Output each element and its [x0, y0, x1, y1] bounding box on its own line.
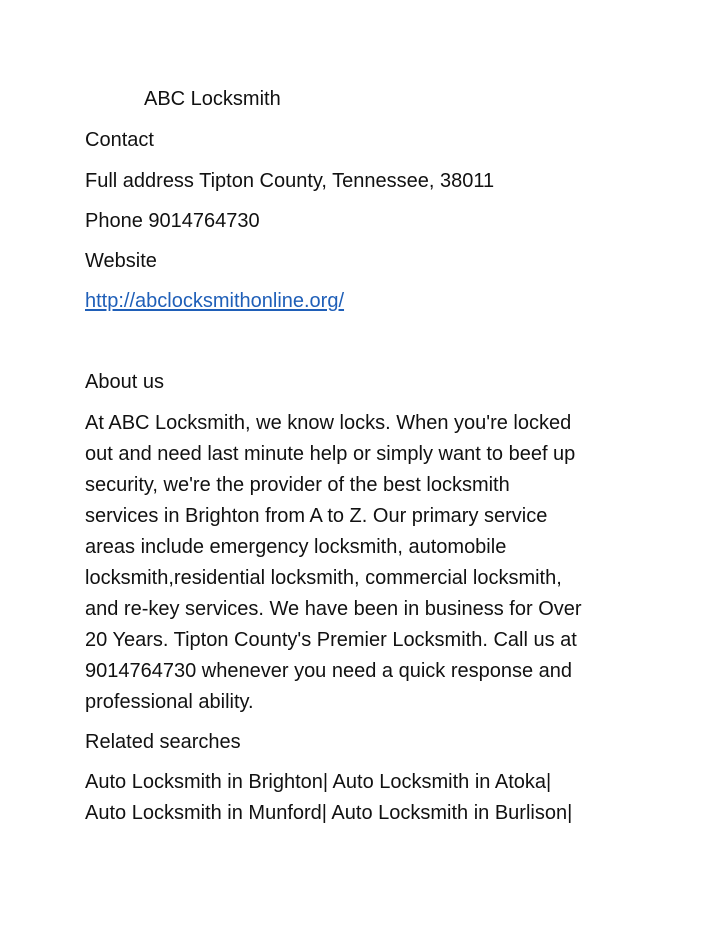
- website-link[interactable]: http://abclocksmithonline.org/: [85, 290, 345, 312]
- about-line: services in Brighton from A to Z. Our primary service: [85, 505, 548, 527]
- contact-heading: Contact: [85, 129, 154, 151]
- website-label: Website: [85, 250, 157, 272]
- about-line: security, we're the provider of the best locksmith: [85, 474, 510, 496]
- about-line: At ABC Locksmith, we know locks. When you're locked: [85, 412, 572, 434]
- business-title: ABC Locksmith: [144, 88, 281, 110]
- about-line: areas include emergency locksmith, automobile: [85, 536, 507, 558]
- about-line: professional ability.: [85, 691, 254, 713]
- about-line: 9014764730 whenever you need a quick response and: [85, 660, 573, 682]
- related-searches-line: Auto Locksmith in Brighton| Auto Locksmith in Atoka|: [85, 771, 552, 793]
- phone-line: Phone 9014764730: [85, 210, 260, 232]
- address-line: Full address Tipton County, Tennessee, 38011: [85, 170, 495, 192]
- about-line: 20 Years. Tipton County's Premier Locksmith. Call us at: [85, 629, 577, 651]
- related-searches-list: [85, 767, 655, 829]
- about-paragraph: [85, 408, 630, 718]
- about-line: and re-key services. We have been in business for Over: [85, 598, 582, 620]
- about-heading: About us: [85, 371, 164, 393]
- about-line: locksmith,residential locksmith, commercial locksmith,: [85, 567, 562, 589]
- related-searches-heading: Related searches: [85, 731, 241, 753]
- related-searches-line: Auto Locksmith in Munford| Auto Locksmith in Burlison|: [85, 802, 573, 824]
- about-line: out and need last minute help or simply want to beef up: [85, 443, 576, 465]
